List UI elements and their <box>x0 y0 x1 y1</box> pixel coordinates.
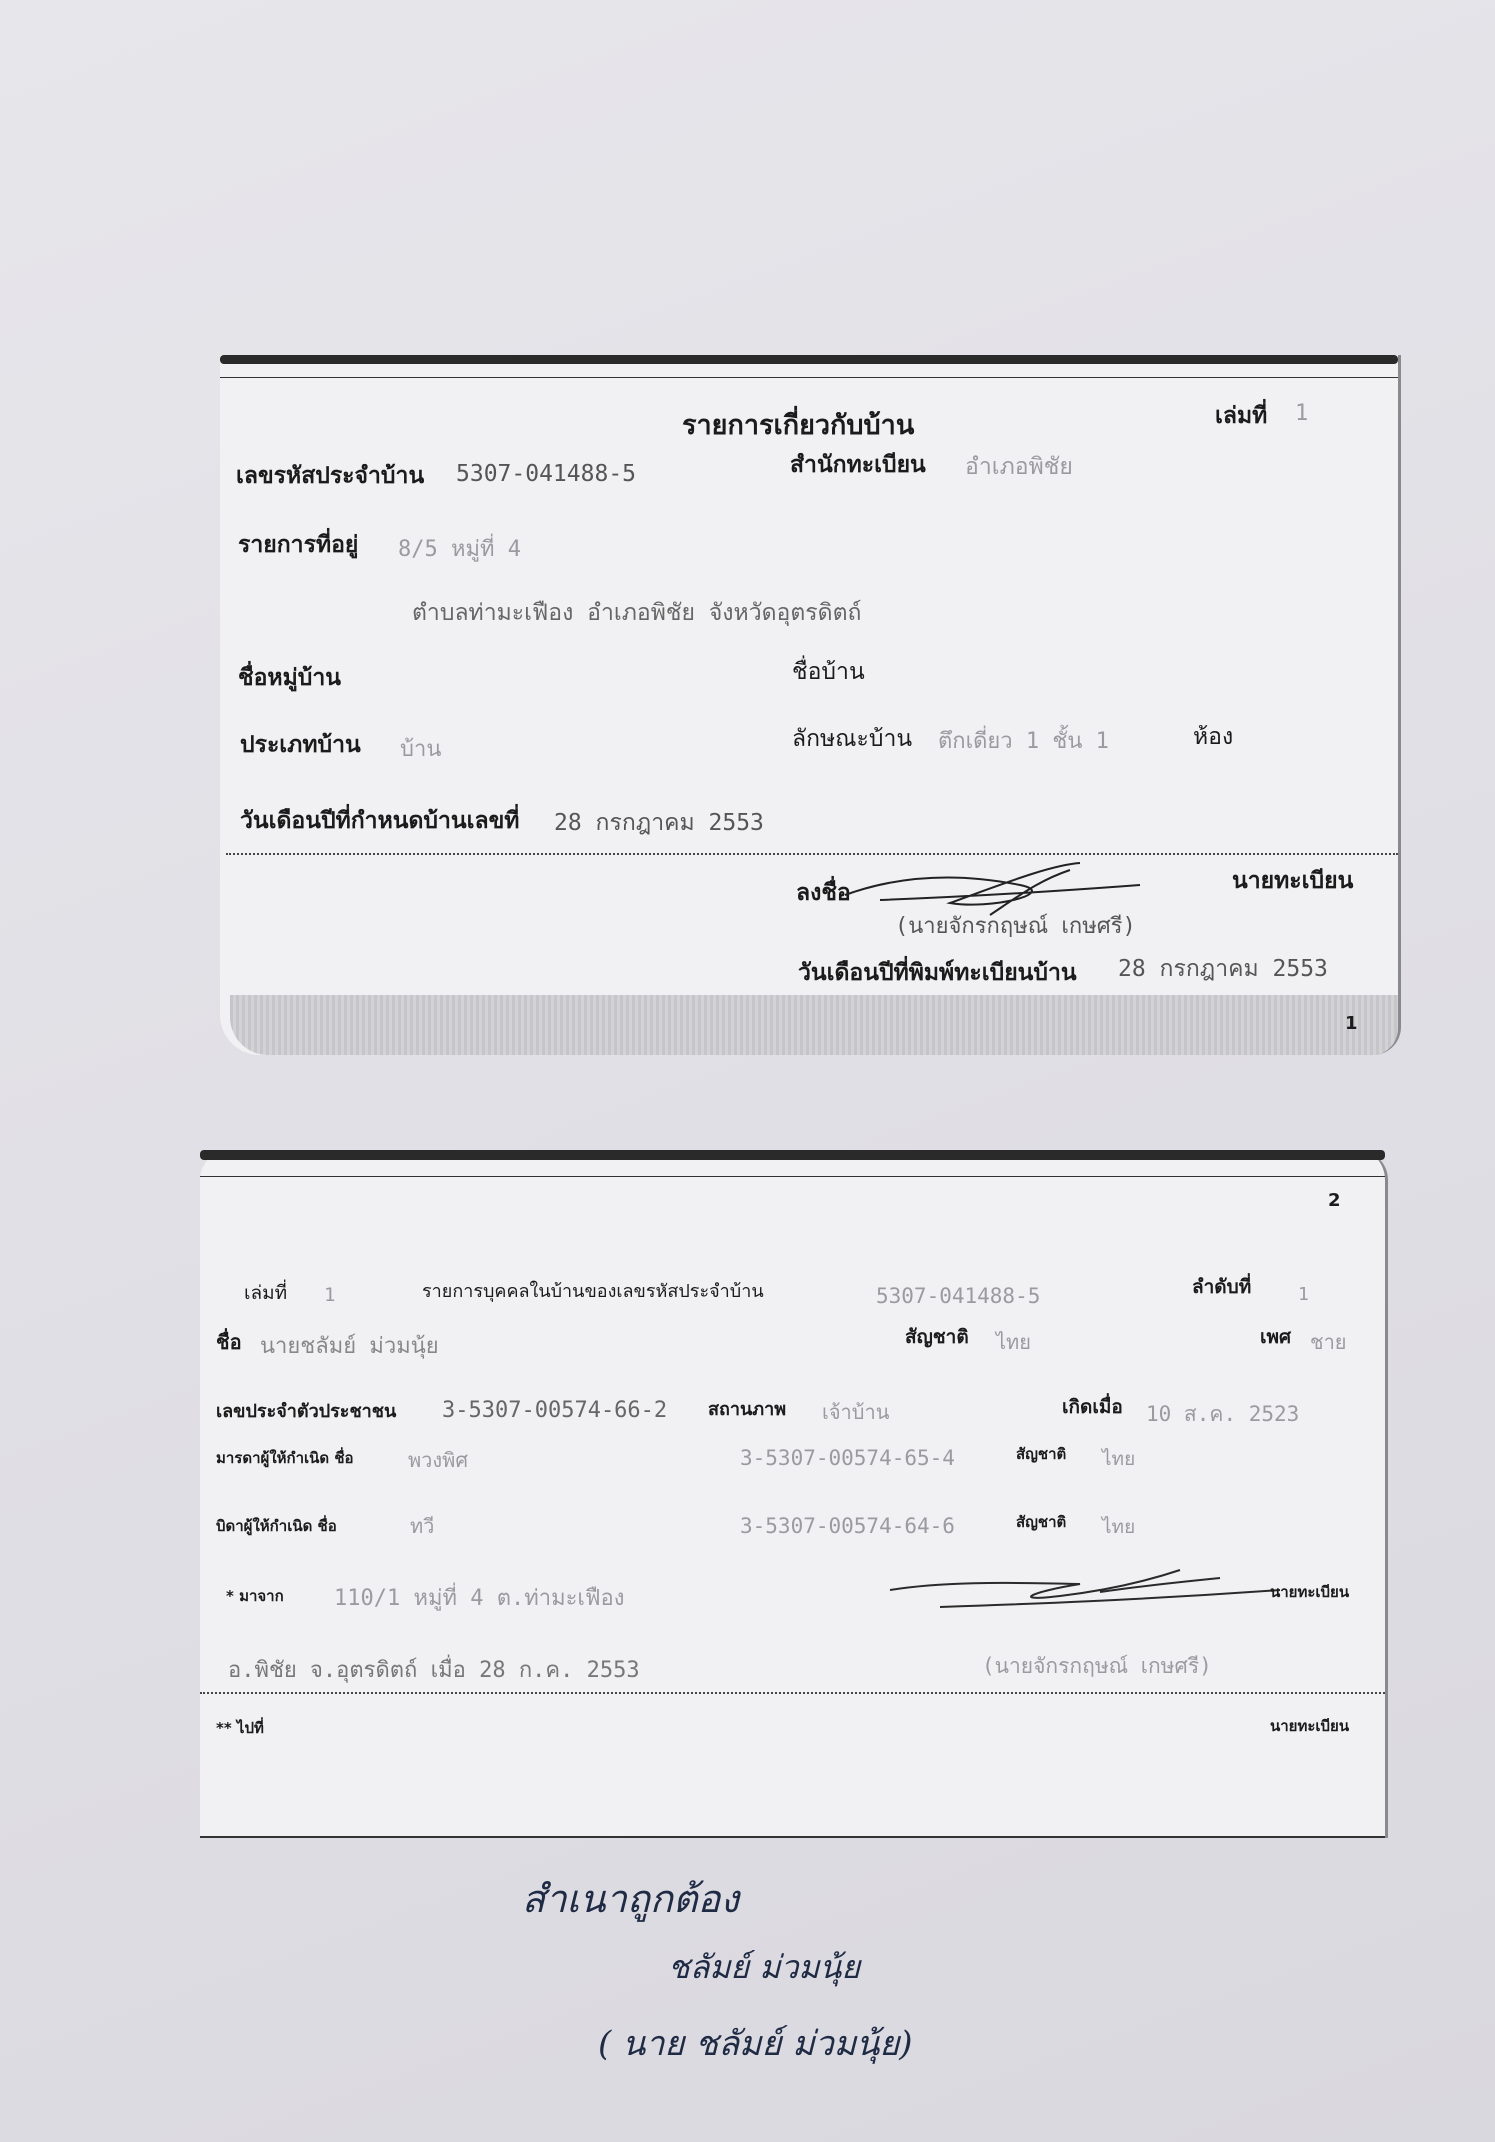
house-type-value: บ้าน <box>400 737 442 762</box>
person-details-card <box>200 1150 1388 1838</box>
book-label: เล่มที่ <box>244 1282 288 1304</box>
mother-id: 3-5307-00574-65-4 <box>740 1446 955 1470</box>
from-label: * มาจาก <box>226 1587 284 1605</box>
book-value: 1 <box>1295 401 1309 426</box>
from-value: 110/1 หมู่ที่ 4 ต.ท่ามะเฟือง <box>334 1586 625 1611</box>
name-value: นายชลัมย์ ม่วมนุ้ย <box>260 1334 439 1359</box>
photocopy-shadow <box>230 995 1398 1055</box>
house-style-label: ลักษณะบ้าน <box>792 726 913 752</box>
nationality-label: สัญชาติ <box>905 1326 969 1348</box>
page-number: 1 <box>1345 1013 1358 1034</box>
status-value: เจ้าบ้าน <box>822 1400 890 1424</box>
house-code-label: เลขรหัสประจำบ้าน <box>236 463 425 489</box>
registrar-signature <box>880 1562 1300 1622</box>
father-nationality-label: สัญชาติ <box>1016 1513 1067 1531</box>
address-value: 8/5 หมู่ที่ 4 <box>398 537 521 562</box>
registry-office-value: อำเภอพิชัย <box>965 454 1073 480</box>
house-type-label: ประเภทบ้าน <box>240 732 361 758</box>
registry-office-label: สำนักทะเบียน <box>790 452 926 478</box>
print-date-value: 28 กรกฎาคม 2553 <box>1118 956 1328 982</box>
registrar-label: นายทะเบียน <box>1270 1583 1350 1601</box>
to-label: ** ไปที่ <box>216 1719 264 1737</box>
order-label: ลำดับที่ <box>1192 1276 1252 1298</box>
name-label: ชื่อ <box>216 1330 242 1354</box>
house-style-value: ตึกเดี่ยว 1 ชั้น 1 <box>938 729 1109 754</box>
signer-name: ( นาย ชลัมย์ ม่วมนุ้ย) <box>598 2024 913 2064</box>
house-code-value: 5307-041488-5 <box>876 1284 1041 1308</box>
card-top-border <box>220 355 1398 364</box>
handwritten-signature: ชลัมย์ ม่วมนุ้ย <box>668 1948 861 1986</box>
book-value: 1 <box>324 1284 336 1306</box>
mother-nationality-label: สัญชาติ <box>1016 1445 1067 1463</box>
father-name: ทวี <box>410 1514 435 1538</box>
page-number: 2 <box>1328 1190 1341 1211</box>
sex-value: ชาย <box>1310 1330 1347 1354</box>
status-label: สถานภาพ <box>708 1399 787 1420</box>
house-name-label: ชื่อบ้าน <box>792 659 865 685</box>
registrar-label: นายทะเบียน <box>1232 868 1354 894</box>
id-label: เลขประจำตัวประชาชน <box>216 1401 397 1422</box>
print-date-label: วันเดือนปีที่พิมพ์ทะเบียนบ้าน <box>798 960 1077 986</box>
mother-name: พวงพิศ <box>408 1448 469 1472</box>
father-id: 3-5307-00574-64-6 <box>740 1514 955 1538</box>
mother-nationality-value: ไทย <box>1102 1448 1136 1470</box>
house-style-unit: ห้อง <box>1193 724 1234 750</box>
father-label: บิดาผู้ให้กำเนิด ชื่อ <box>216 1517 337 1535</box>
card-top-border <box>200 1150 1385 1160</box>
card-title: รายการบุคคลในบ้านของเลขรหัสประจำบ้าน <box>422 1281 764 1302</box>
certified-copy-text: สำเนาถูกต้อง <box>522 1877 739 1921</box>
birth-value: 10 ส.ค. 2523 <box>1146 1402 1300 1426</box>
from-line2: อ.พิชัย จ.อุตรดิตถ์ เมื่อ 28 ก.ค. 2553 <box>228 1658 640 1683</box>
divider <box>220 377 1398 378</box>
book-label: เล่มที่ <box>1215 403 1268 429</box>
order-value: 1 <box>1298 1284 1309 1305</box>
village-label: ชื่อหมู่บ้าน <box>238 665 341 691</box>
address-line2: ตำบลท่ามะเฟือง อำเภอพิชัย จังหวัดอุตรดิตถ์ <box>412 600 862 626</box>
card-bottom-border <box>200 1836 1385 1838</box>
id-value: 3-5307-00574-66-2 <box>442 1398 668 1423</box>
house-code-value: 5307-041488-5 <box>456 461 637 487</box>
card-title: รายการเกี่ยวกับบ้าน <box>682 410 915 441</box>
registrar-name: (นายจักรกฤษณ์ เกษศรี) <box>982 1654 1212 1678</box>
divider <box>200 1176 1385 1177</box>
assigned-date-value: 28 กรกฎาคม 2553 <box>554 810 764 836</box>
address-label: รายการที่อยู่ <box>238 532 359 558</box>
assigned-date-label: วันเดือนปีที่กำหนดบ้านเลขที่ <box>240 808 520 834</box>
house-details-card <box>220 355 1401 1055</box>
mother-label: มารดาผู้ให้กำเนิด ชื่อ <box>216 1449 354 1467</box>
nationality-value: ไทย <box>996 1330 1031 1354</box>
to-registrar-label: นายทะเบียน <box>1270 1717 1350 1735</box>
sign-label: ลงชื่อ <box>796 880 851 906</box>
birth-label: เกิดเมื่อ <box>1062 1396 1123 1418</box>
father-nationality-value: ไทย <box>1102 1516 1136 1538</box>
registrar-name: (นายจักรกฤษณ์ เกษศรี) <box>895 914 1136 939</box>
dotted-divider <box>226 853 1398 855</box>
sex-label: เพศ <box>1260 1326 1292 1348</box>
dotted-divider <box>200 1692 1385 1694</box>
